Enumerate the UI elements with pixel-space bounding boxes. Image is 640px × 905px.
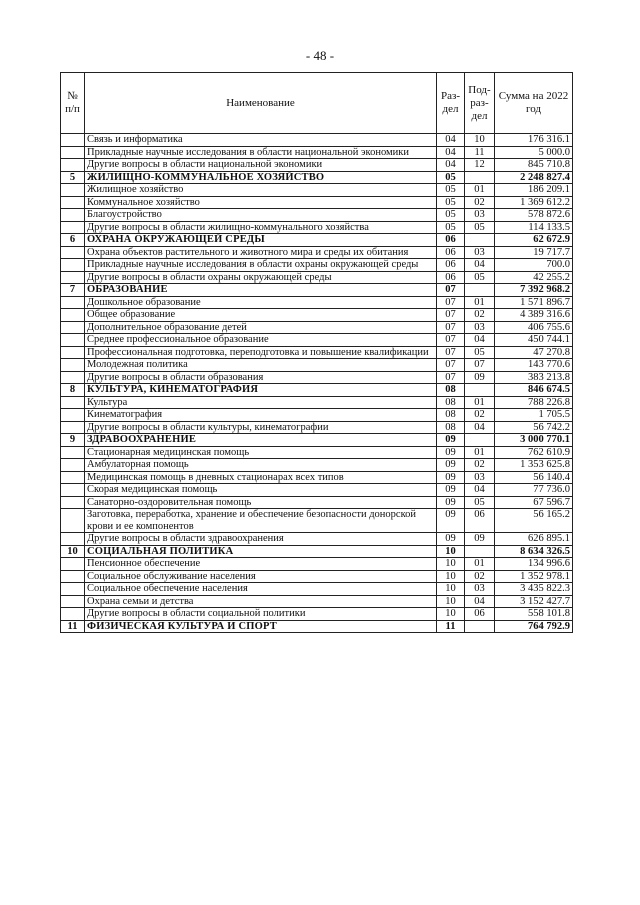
table-row (61, 246, 573, 259)
table-row (61, 595, 573, 608)
row-subsection: 03 (465, 209, 495, 222)
row-subsection: 04 (465, 421, 495, 434)
row-num (61, 484, 85, 497)
section-row (61, 171, 573, 184)
row-sum: 1 571 896.7 (495, 296, 573, 309)
row-sum: 1 369 612.2 (495, 196, 573, 209)
section-row (61, 284, 573, 297)
table-header-row (61, 73, 573, 134)
row-name: КУЛЬТУРА, КИНЕМАТОГРАФИЯ (85, 384, 437, 397)
budget-table (60, 72, 573, 633)
row-name: Дополнительное образование детей (85, 321, 437, 334)
row-name: Прикладные научные исследования в области национальной экономики (85, 146, 437, 159)
row-name: Профессиональная подготовка, переподготовка и повышение квалификации (85, 346, 437, 359)
row-subsection: 03 (465, 471, 495, 484)
row-section: 07 (437, 359, 465, 372)
row-num: 5 (61, 171, 85, 184)
row-section: 08 (437, 409, 465, 422)
row-sum: 56 140.4 (495, 471, 573, 484)
row-name: Среднее профессиональное образование (85, 334, 437, 347)
row-section: 10 (437, 583, 465, 596)
row-num (61, 246, 85, 259)
page-number: - 48 - (305, 48, 335, 63)
header-subsection: Под- раз- дел (465, 73, 495, 134)
row-sum: 4 389 316.6 (495, 309, 573, 322)
row-sum: 186 209.1 (495, 184, 573, 197)
row-sum: 558 101.8 (495, 608, 573, 621)
row-section: 07 (437, 334, 465, 347)
row-num (61, 608, 85, 621)
section-row (61, 545, 573, 558)
row-section: 05 (437, 171, 465, 184)
row-section: 10 (437, 608, 465, 621)
table-row (61, 196, 573, 209)
row-sum: 134 996.6 (495, 558, 573, 571)
row-section: 06 (437, 246, 465, 259)
row-sum: 3 435 822.3 (495, 583, 573, 596)
table-row (61, 533, 573, 546)
row-section: 10 (437, 558, 465, 571)
row-section: 05 (437, 196, 465, 209)
row-num (61, 159, 85, 172)
row-subsection: 05 (465, 221, 495, 234)
row-name: Охрана семьи и детства (85, 595, 437, 608)
row-subsection: 01 (465, 558, 495, 571)
row-num (61, 271, 85, 284)
row-section: 08 (437, 421, 465, 434)
row-name: Социальное обеспечение населения (85, 583, 437, 596)
row-sum: 2 248 827.4 (495, 171, 573, 184)
row-section: 08 (437, 384, 465, 397)
row-section: 06 (437, 234, 465, 247)
row-name: Скорая медицинская помощь (85, 484, 437, 497)
row-sum: 176 316.1 (495, 134, 573, 147)
row-subsection (465, 171, 495, 184)
table-row (61, 471, 573, 484)
table-row (61, 134, 573, 147)
row-section: 09 (437, 484, 465, 497)
row-section: 07 (437, 309, 465, 322)
section-row (61, 234, 573, 247)
row-sum: 406 755.6 (495, 321, 573, 334)
row-subsection (465, 545, 495, 558)
row-subsection: 02 (465, 196, 495, 209)
row-section: 09 (437, 471, 465, 484)
table-row (61, 608, 573, 621)
table-row (61, 421, 573, 434)
row-num: 7 (61, 284, 85, 297)
row-section: 05 (437, 221, 465, 234)
row-subsection: 01 (465, 184, 495, 197)
row-num (61, 396, 85, 409)
row-subsection: 12 (465, 159, 495, 172)
row-name: ЖИЛИЩНО-КОММУНАЛЬНОЕ ХОЗЯЙСТВО (85, 171, 437, 184)
row-name: Другие вопросы в области культуры, кинематографии (85, 421, 437, 434)
row-subsection: 06 (465, 608, 495, 621)
table-row (61, 146, 573, 159)
row-name: Молодежная политика (85, 359, 437, 372)
table-row (61, 371, 573, 384)
row-sum: 67 596.7 (495, 496, 573, 509)
row-subsection: 06 (465, 509, 495, 533)
row-name: Прикладные научные исследования в области охраны окружающей среды (85, 259, 437, 272)
row-subsection: 11 (465, 146, 495, 159)
table-row (61, 570, 573, 583)
table-row (61, 184, 573, 197)
row-num (61, 309, 85, 322)
row-subsection: 01 (465, 446, 495, 459)
table-row (61, 309, 573, 322)
row-subsection: 05 (465, 271, 495, 284)
row-num: 6 (61, 234, 85, 247)
row-section: 07 (437, 321, 465, 334)
row-subsection: 07 (465, 359, 495, 372)
row-section: 07 (437, 346, 465, 359)
row-section: 09 (437, 533, 465, 546)
row-num (61, 209, 85, 222)
row-section: 05 (437, 209, 465, 222)
row-name: Медицинская помощь в дневных стационарах всех типов (85, 471, 437, 484)
row-sum: 762 610.9 (495, 446, 573, 459)
row-name: Заготовка, переработка, хранение и обеспечение безопасности донорской крови и ее компонентов (85, 509, 437, 533)
row-sum: 1 705.5 (495, 409, 573, 422)
table-row (61, 259, 573, 272)
row-sum: 846 674.5 (495, 384, 573, 397)
row-section: 09 (437, 434, 465, 447)
row-name: ОБРАЗОВАНИЕ (85, 284, 437, 297)
row-sum: 3 000 770.1 (495, 434, 573, 447)
section-row (61, 620, 573, 633)
table-row (61, 296, 573, 309)
row-subsection: 03 (465, 246, 495, 259)
table-row (61, 558, 573, 571)
row-name: Другие вопросы в области жилищно-коммунального хозяйства (85, 221, 437, 234)
row-name: Другие вопросы в области социальной политики (85, 608, 437, 621)
row-subsection: 04 (465, 484, 495, 497)
row-sum: 7 392 968.2 (495, 284, 573, 297)
row-sum: 578 872.6 (495, 209, 573, 222)
row-num: 8 (61, 384, 85, 397)
row-sum: 1 353 625.8 (495, 459, 573, 472)
row-num (61, 558, 85, 571)
row-name: Санаторно-оздоровительная помощь (85, 496, 437, 509)
row-sum: 19 717.7 (495, 246, 573, 259)
row-sum: 1 352 978.1 (495, 570, 573, 583)
row-subsection (465, 234, 495, 247)
table-row (61, 583, 573, 596)
table-row (61, 446, 573, 459)
row-subsection: 01 (465, 296, 495, 309)
row-num (61, 409, 85, 422)
row-subsection (465, 434, 495, 447)
row-name: Другие вопросы в области образования (85, 371, 437, 384)
row-subsection: 05 (465, 496, 495, 509)
table-row (61, 496, 573, 509)
row-section: 07 (437, 284, 465, 297)
table-row (61, 359, 573, 372)
row-subsection: 09 (465, 371, 495, 384)
row-num (61, 296, 85, 309)
row-name: ФИЗИЧЕСКАЯ КУЛЬТУРА И СПОРТ (85, 620, 437, 633)
row-num (61, 196, 85, 209)
row-name: Охрана объектов растительного и животного мира и среды их обитания (85, 246, 437, 259)
row-num (61, 146, 85, 159)
row-sum: 700.0 (495, 259, 573, 272)
row-sum: 56 165.2 (495, 509, 573, 533)
header-section: Раз- дел (437, 73, 465, 134)
row-name: Стационарная медицинская помощь (85, 446, 437, 459)
row-section: 09 (437, 509, 465, 533)
row-num (61, 259, 85, 272)
row-num (61, 595, 85, 608)
row-section: 10 (437, 545, 465, 558)
row-name: Жилищное хозяйство (85, 184, 437, 197)
row-num (61, 583, 85, 596)
row-num: 9 (61, 434, 85, 447)
row-section: 04 (437, 134, 465, 147)
row-name: Пенсионное обеспечение (85, 558, 437, 571)
row-name: Связь и информатика (85, 134, 437, 147)
table-row (61, 484, 573, 497)
row-section: 09 (437, 496, 465, 509)
row-sum: 3 152 427.7 (495, 595, 573, 608)
table-row (61, 509, 573, 533)
row-name: Общее образование (85, 309, 437, 322)
table-row (61, 321, 573, 334)
row-name: ЗДРАВООХРАНЕНИЕ (85, 434, 437, 447)
row-subsection: 01 (465, 396, 495, 409)
row-num (61, 459, 85, 472)
row-num: 11 (61, 620, 85, 633)
row-num (61, 371, 85, 384)
row-subsection: 04 (465, 334, 495, 347)
row-section: 07 (437, 296, 465, 309)
table-row (61, 334, 573, 347)
row-name: Дошкольное образование (85, 296, 437, 309)
table-row (61, 409, 573, 422)
row-section: 05 (437, 184, 465, 197)
row-num (61, 346, 85, 359)
row-sum: 788 226.8 (495, 396, 573, 409)
table-row (61, 221, 573, 234)
row-subsection (465, 384, 495, 397)
row-sum: 47 270.8 (495, 346, 573, 359)
section-row (61, 434, 573, 447)
table-row (61, 159, 573, 172)
header-name: Наименование (85, 73, 437, 134)
row-name: Социальное обслуживание населения (85, 570, 437, 583)
row-name: Другие вопросы в области здравоохранения (85, 533, 437, 546)
row-sum: 8 634 326.5 (495, 545, 573, 558)
row-section: 08 (437, 396, 465, 409)
header-sum: Сумма на 2022 год (495, 73, 573, 134)
row-num: 10 (61, 545, 85, 558)
row-num (61, 471, 85, 484)
table-row (61, 459, 573, 472)
row-sum: 450 744.1 (495, 334, 573, 347)
row-section: 09 (437, 446, 465, 459)
row-subsection: 02 (465, 570, 495, 583)
table-row (61, 346, 573, 359)
row-name: Другие вопросы в области национальной экономики (85, 159, 437, 172)
row-num (61, 359, 85, 372)
row-subsection: 10 (465, 134, 495, 147)
row-section: 11 (437, 620, 465, 633)
row-subsection: 05 (465, 346, 495, 359)
row-num (61, 334, 85, 347)
row-num (61, 184, 85, 197)
row-name: Коммунальное хозяйство (85, 196, 437, 209)
row-subsection: 02 (465, 459, 495, 472)
row-sum: 77 736.0 (495, 484, 573, 497)
row-subsection: 04 (465, 595, 495, 608)
row-subsection: 04 (465, 259, 495, 272)
row-section: 04 (437, 159, 465, 172)
row-section: 04 (437, 146, 465, 159)
row-sum: 383 213.8 (495, 371, 573, 384)
row-sum: 56 742.2 (495, 421, 573, 434)
row-num (61, 533, 85, 546)
row-subsection (465, 620, 495, 633)
table-row (61, 396, 573, 409)
row-sum: 845 710.8 (495, 159, 573, 172)
table-row (61, 209, 573, 222)
row-name: Культура (85, 396, 437, 409)
row-name: Благоустройство (85, 209, 437, 222)
row-section: 09 (437, 459, 465, 472)
row-section: 06 (437, 271, 465, 284)
row-name: Другие вопросы в области охраны окружающей среды (85, 271, 437, 284)
row-subsection: 03 (465, 583, 495, 596)
row-sum: 626 895.1 (495, 533, 573, 546)
row-num (61, 496, 85, 509)
row-section: 10 (437, 595, 465, 608)
row-section: 07 (437, 371, 465, 384)
row-name: Кинематография (85, 409, 437, 422)
row-section: 06 (437, 259, 465, 272)
row-subsection: 02 (465, 309, 495, 322)
row-num (61, 509, 85, 533)
row-sum: 42 255.2 (495, 271, 573, 284)
row-num (61, 221, 85, 234)
row-num (61, 421, 85, 434)
row-subsection: 02 (465, 409, 495, 422)
row-num (61, 570, 85, 583)
row-sum: 114 133.5 (495, 221, 573, 234)
row-sum: 5 000.0 (495, 146, 573, 159)
section-row (61, 384, 573, 397)
row-subsection: 03 (465, 321, 495, 334)
row-num (61, 446, 85, 459)
row-name: ОХРАНА ОКРУЖАЮЩЕЙ СРЕДЫ (85, 234, 437, 247)
row-num (61, 134, 85, 147)
row-subsection: 09 (465, 533, 495, 546)
table-row (61, 271, 573, 284)
row-name: Амбулаторная помощь (85, 459, 437, 472)
row-sum: 764 792.9 (495, 620, 573, 633)
row-subsection (465, 284, 495, 297)
row-sum: 62 672.9 (495, 234, 573, 247)
row-num (61, 321, 85, 334)
row-name: СОЦИАЛЬНАЯ ПОЛИТИКА (85, 545, 437, 558)
row-sum: 143 770.6 (495, 359, 573, 372)
row-section: 10 (437, 570, 465, 583)
header-num: № п/п (61, 73, 85, 134)
